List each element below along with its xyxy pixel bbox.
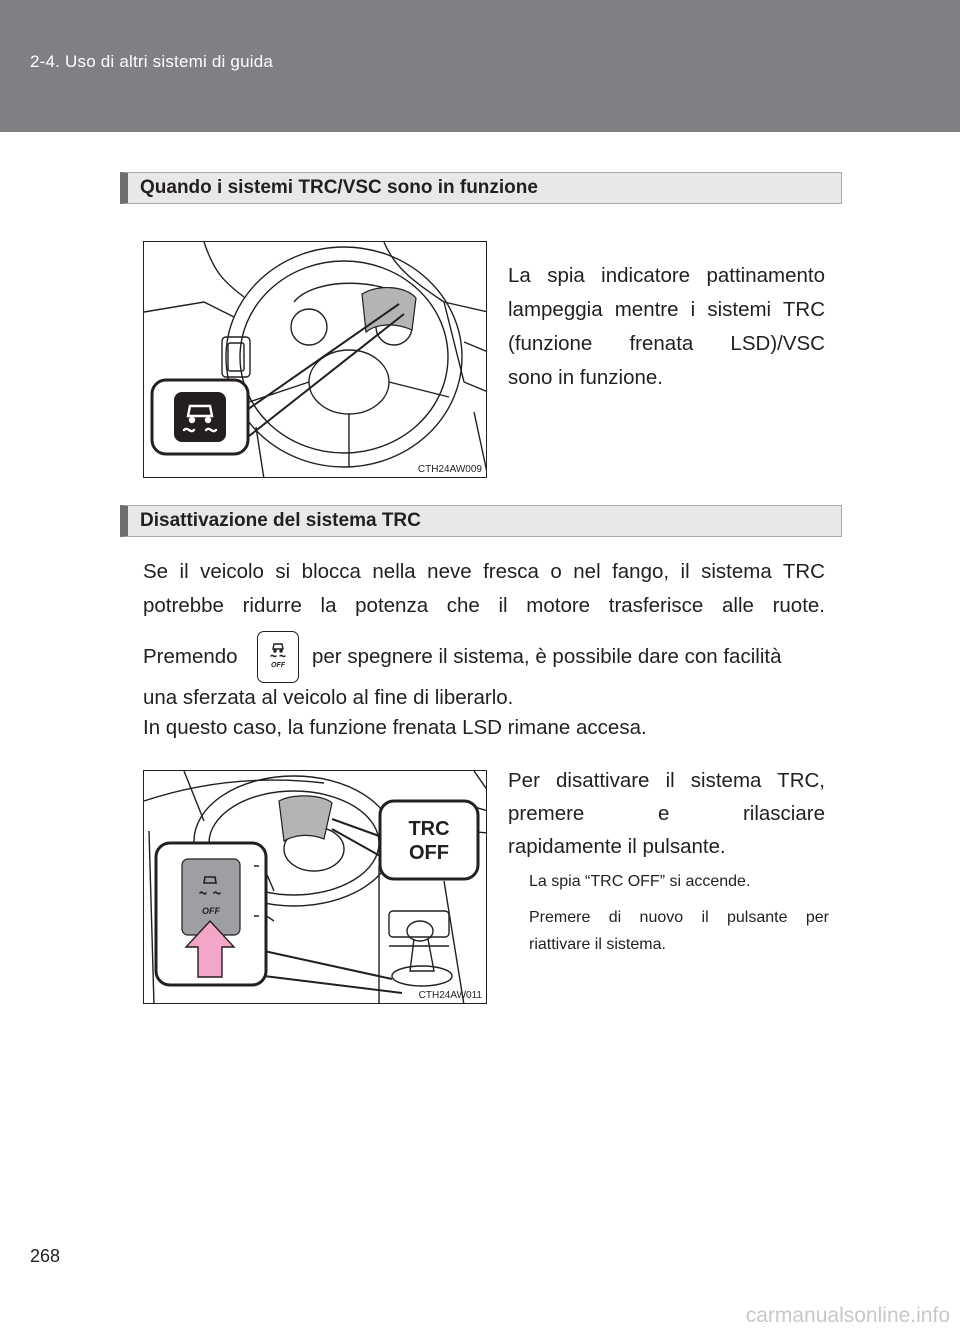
dashboard-illustration	[144, 242, 487, 478]
slip-indicator-line-2: lampeggia mentre i sistemi TRC	[508, 298, 825, 321]
slip-indicator-line-4: sono in funzione.	[508, 366, 664, 389]
figure-slip-indicator	[143, 241, 487, 478]
trc-off-paragraph-line-1: Se il veicolo si blocca nella neve fresca o nel fango, il sistema TRC	[143, 560, 825, 583]
console-illustration	[144, 771, 487, 1004]
trc-off-icon-label: OFF	[271, 662, 285, 669]
trc-off-paragraph-after-icon: per spegnere il sistema, è possibile dare con facilità	[312, 645, 782, 668]
slip-off-icon	[258, 632, 298, 682]
trc-off-lsd-note: In questo caso, la funzione frenata LSD rimane accesa.	[143, 716, 647, 739]
figure-code: CTH24AW009	[417, 464, 482, 475]
chapter-title: 2-4. Uso di altri sistemi di guida	[30, 52, 274, 71]
note-reactivate-line-1: Premere di nuovo il pulsante per	[529, 909, 829, 926]
instruction-line-2: premere e rilasciare	[508, 802, 825, 825]
trc-callout-label-2: OFF	[409, 842, 449, 864]
trc-off-paragraph-tail: una sferzata al veicolo al fine di liberarlo.	[143, 686, 514, 709]
figure-trc-off-button	[143, 770, 487, 1004]
note-trc-off-light: La spia “TRC OFF” si accende.	[529, 873, 751, 890]
trc-callout-label-1: TRC	[408, 818, 450, 840]
trc-off-paragraph-line-2: potrebbe ridurre la potenza che il motore trasferisce alle ruote.	[143, 594, 825, 617]
page-number: 268	[30, 1246, 61, 1266]
button-off-label: OFF	[202, 906, 220, 916]
header-bar	[0, 0, 960, 132]
trc-off-paragraph-premendo: Premendo	[143, 645, 238, 668]
section-heading-trc-vsc-active: Quando i sistemi TRC/VSC sono in funzione	[120, 172, 842, 204]
instruction-line-3: rapidamente il pulsante.	[508, 835, 726, 858]
slip-indicator-line-1: La spia indicatore pattinamento	[508, 264, 825, 287]
section-heading-trc-off: Disattivazione del sistema TRC	[120, 505, 842, 537]
note-reactivate-line-2: riattivare il sistema.	[529, 936, 666, 953]
figure-code-2: CTH24AW011	[418, 990, 482, 1001]
instruction-line-1: Per disattivare il sistema TRC,	[508, 769, 825, 792]
watermark: carmanualsonline.info	[745, 1304, 950, 1327]
slip-indicator-line-3: (funzione frenata LSD)/VSC	[508, 332, 825, 355]
trc-off-button-icon	[257, 631, 299, 683]
